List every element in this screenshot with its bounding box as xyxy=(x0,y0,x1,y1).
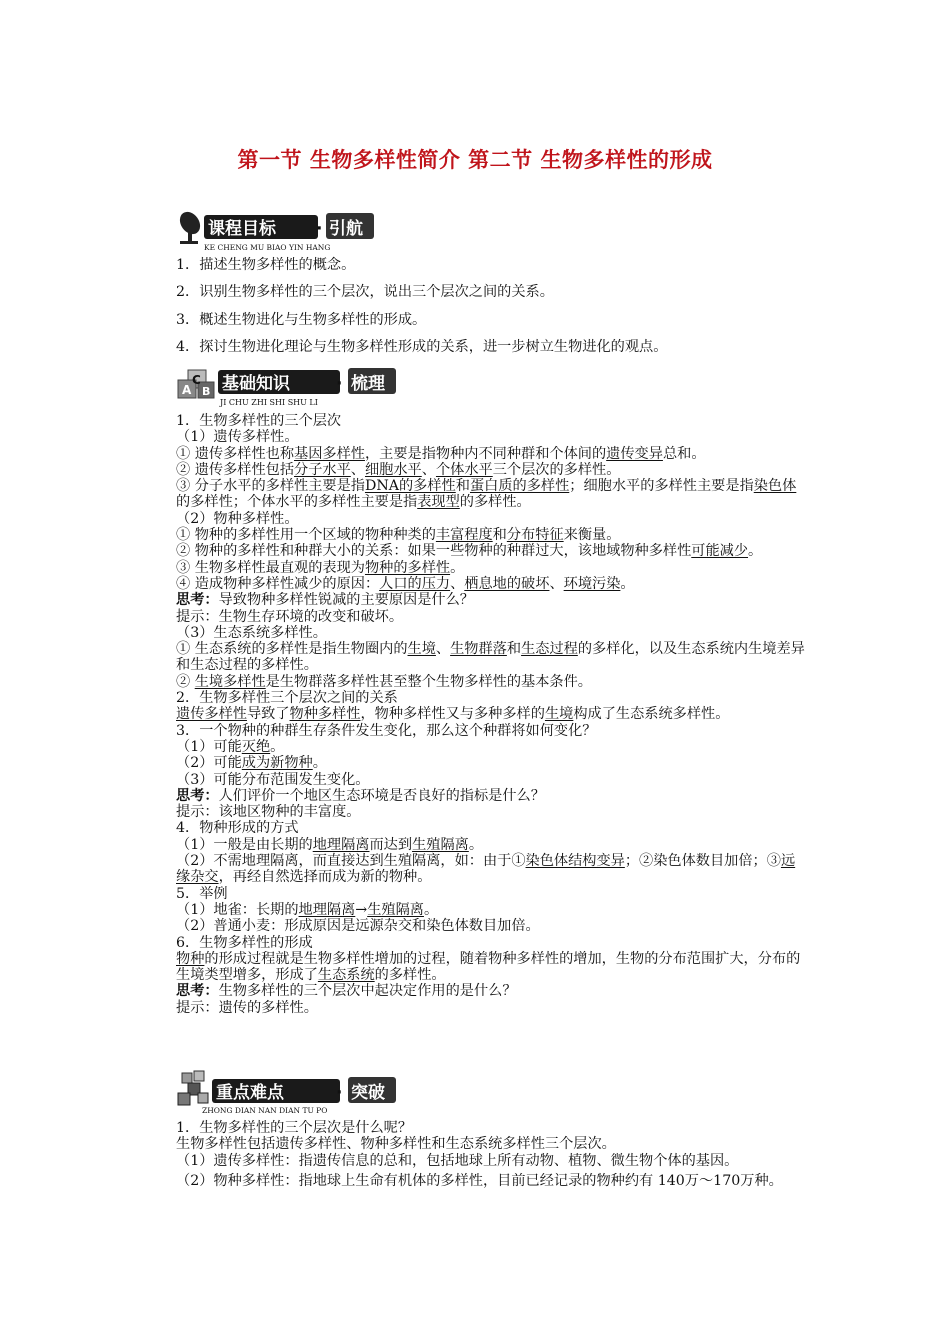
svg-text:·: · xyxy=(336,374,343,394)
objectives-banner xyxy=(176,205,386,252)
svg-text:C: C xyxy=(192,373,201,387)
keypoints-banner-pinyin: ZHONG DIAN NAN DIAN TU PO xyxy=(202,1106,328,1115)
basics-banner-title: 基础知识 xyxy=(222,374,290,394)
think-question: 思考：导致物种多样性锐减的主要原因是什么？ xyxy=(176,592,474,609)
satellite-dish-icon xyxy=(176,205,386,253)
objectives-banner-pinyin: KE CHENG MU BIAO YIN HANG xyxy=(204,243,331,252)
objective-item: 2．识别生物多样性的三个层次，说出三个层次之间的关系。 xyxy=(176,284,554,301)
paragraph: （2）物种多样性：指地球上生命有机体的多样性，目前已经记录的物种约有 140万～170万种。 xyxy=(176,1172,783,1189)
subheading: （2）物种多样性。 xyxy=(176,510,299,527)
think-question: 思考：人们评价一个地区生态环境是否良好的指标是什么？ xyxy=(176,787,545,804)
objectives-list xyxy=(176,257,806,355)
paragraph: 生物多样性包括遗传多样性、物种多样性和生态系统多样性三个层次。 xyxy=(176,1136,616,1153)
objectives-banner-title: 课程目标 xyxy=(208,219,276,239)
paragraph: ③ 生物多样性最直观的表现为物种的多样性。 xyxy=(176,559,465,576)
paragraph: （1）可能灭绝。 xyxy=(176,738,285,755)
objective-item: 1．描述生物多样性的概念。 xyxy=(176,257,356,273)
hint-answer: 提示：该地区物种的丰富度。 xyxy=(176,804,361,821)
paragraph: 物种的形成过程就是生物多样性增加的过程，随着物种多样性的增加，生物的分布范围扩大，分布的生境类型增多，形成了生态系统的多样性。 xyxy=(176,950,801,984)
paragraph: （3）可能分布范围发生变化。 xyxy=(176,771,370,788)
hint-answer: 提示：遗传的多样性。 xyxy=(176,999,318,1016)
objectives-banner-emph: 引航 xyxy=(329,219,363,239)
section-heading: 6．生物多样性的形成 xyxy=(176,934,313,951)
hint-answer: 提示：生物生存环境的改变和破坏。 xyxy=(176,608,404,625)
subheading: （1）遗传多样性。 xyxy=(176,429,299,446)
paragraph: ③ 分子水平的多样性主要是指DNA的多样性和蛋白质的多样性；细胞水平的多样性主要是指染色体的多样性；个体水平的多样性主要是指表现型的多样性。 xyxy=(176,478,797,511)
paragraph: ② 遗传多样性包括分子水平、细胞水平、个体水平三个层次的多样性。 xyxy=(176,461,621,478)
paragraph: ① 遗传多样性也称基因多样性，主要是指物种内不同种群和个体间的遗传变异总和。 xyxy=(176,445,706,462)
objective-item: 4．探讨生物进化理论与生物多样性形成的关系，进一步树立生物进化的观点。 xyxy=(176,338,668,355)
paragraph: （1）遗传多样性：指遗传信息的总和，包括地球上所有动物、植物、微生物个体的基因。 xyxy=(176,1152,739,1169)
paragraph: ② 物种的多样性和种群大小的关系：如果一些物种的种群过大，该地域物种多样性可能减少。 xyxy=(176,543,763,560)
keypoints-banner xyxy=(176,1067,406,1115)
cubes-icon xyxy=(176,1067,406,1115)
paragraph: （1）一般是由长期的地理隔离而达到生殖隔离。 xyxy=(176,836,484,853)
basics-section xyxy=(176,413,806,1016)
paragraph: （1）地雀：长期的地理隔离→生殖隔离。 xyxy=(176,901,439,918)
svg-text:·: · xyxy=(316,219,323,239)
section-heading: 5．举例 xyxy=(176,885,228,902)
paragraph: 遗传多样性导致了物种多样性，物种多样性又与多种多样的生境构成了生态系统多样性。 xyxy=(176,706,730,723)
svg-text:·: · xyxy=(336,1083,343,1103)
paragraph: ① 生态系统的多样性是指生物圈内的生境、生物群落和生态过程的多样化，以及生态系统内生境差异和生态过程的多样性。 xyxy=(176,641,805,674)
subheading: （3）生态系统多样性。 xyxy=(176,624,327,641)
paragraph: （2）不需地理隔离，而直接达到生殖隔离，如：由于①染色体结构变异；②染色体数目加倍；③远缘杂交，再经自然选择而成为新的物种。 xyxy=(176,853,796,886)
paragraph: ④ 造成物种多样性减少的原因：人口的压力、栖息地的破坏、环境污染。 xyxy=(176,575,635,592)
basics-banner xyxy=(176,360,406,407)
section-heading: 3．一个物种的种群生存条件发生变化，那么这个种群将如何变化？ xyxy=(176,722,597,739)
svg-text:B: B xyxy=(202,385,211,398)
basics-banner-emph: 梳理 xyxy=(351,374,385,394)
section-heading: 2．生物多样性三个层次之间的关系 xyxy=(176,690,398,707)
section-heading: 1．生物多样性的三个层次 xyxy=(176,413,342,429)
abc-blocks-icon xyxy=(176,360,406,408)
paragraph: ① 物种的多样性用一个区域的物种种类的丰富程度和分布特征来衡量。 xyxy=(176,527,621,544)
keypoints-section xyxy=(176,1120,806,1189)
basics-banner-pinyin: JI CHU ZHI SHI SHU LI xyxy=(220,398,318,407)
objective-item: 3．概述生物进化与生物多样性的形成。 xyxy=(176,311,427,328)
think-question: 思考：生物多样性的三个层次中起决定作用的是什么？ xyxy=(176,983,517,1000)
keypoints-banner-title: 重点难点 xyxy=(216,1083,284,1103)
paragraph: ② 生境多样性是生物群落多样性甚至整个生物多样性的基本条件。 xyxy=(176,673,592,690)
page-title: 第一节 生物多样性简介 第二节 生物多样性的形成 xyxy=(237,148,713,172)
section-heading: 4．物种形成的方式 xyxy=(176,820,299,837)
section-heading: 1．生物多样性的三个层次是什么呢？ xyxy=(176,1120,413,1136)
svg-text:A: A xyxy=(182,383,192,397)
keypoints-banner-emph: 突破 xyxy=(351,1083,385,1103)
paragraph: （2）普通小麦：形成原因是远源杂交和染色体数目加倍。 xyxy=(176,918,540,935)
paragraph: （2）可能成为新物种。 xyxy=(176,755,327,772)
